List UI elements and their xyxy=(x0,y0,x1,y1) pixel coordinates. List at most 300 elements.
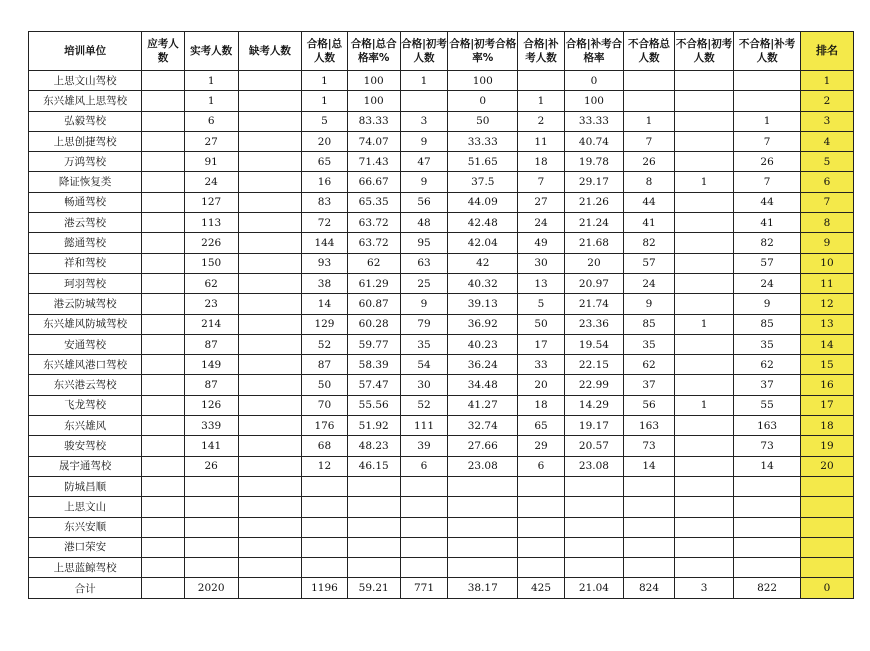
value-cell: 21.74 xyxy=(564,294,623,314)
value-cell xyxy=(734,537,801,557)
value-cell: 36.92 xyxy=(448,314,518,334)
value-cell xyxy=(674,111,733,131)
rank-cell: 6 xyxy=(800,172,853,192)
value-cell: 82 xyxy=(624,233,675,253)
value-cell: 6 xyxy=(400,456,448,476)
value-cell: 42 xyxy=(448,253,518,273)
value-cell: 7 xyxy=(624,131,675,151)
value-cell xyxy=(142,497,184,517)
value-cell: 66.67 xyxy=(347,172,400,192)
value-cell: 55 xyxy=(734,395,801,415)
value-cell xyxy=(674,152,733,172)
value-cell: 82 xyxy=(734,233,801,253)
value-cell: 41.27 xyxy=(448,395,518,415)
value-cell: 7 xyxy=(518,172,565,192)
school-name-cell: 东兴雄风港口驾校 xyxy=(29,355,142,375)
value-cell: 24 xyxy=(734,273,801,293)
table-row xyxy=(29,131,854,151)
value-cell: 26 xyxy=(624,152,675,172)
value-cell: 19.17 xyxy=(564,416,623,436)
value-cell: 21.68 xyxy=(564,233,623,253)
value-cell: 0 xyxy=(448,91,518,111)
value-cell xyxy=(238,476,302,496)
value-cell: 40.32 xyxy=(448,273,518,293)
table-row xyxy=(29,537,854,557)
value-cell xyxy=(238,355,302,375)
value-cell xyxy=(142,213,184,233)
exam-results-table xyxy=(28,31,854,599)
value-cell: 38 xyxy=(302,273,348,293)
value-cell: 12 xyxy=(302,456,348,476)
value-cell: 13 xyxy=(518,273,565,293)
total-value-cell: 59.21 xyxy=(347,578,400,599)
rank-cell: 3 xyxy=(800,111,853,131)
value-cell: 163 xyxy=(734,416,801,436)
value-cell: 339 xyxy=(184,416,238,436)
value-cell xyxy=(142,456,184,476)
value-cell xyxy=(184,476,238,496)
value-cell: 14.29 xyxy=(564,395,623,415)
value-cell: 141 xyxy=(184,436,238,456)
school-name-cell: 港云防城驾校 xyxy=(29,294,142,314)
value-cell xyxy=(142,253,184,273)
value-cell: 57 xyxy=(624,253,675,273)
value-cell: 63 xyxy=(400,253,448,273)
school-name-cell: 晟宇通驾校 xyxy=(29,456,142,476)
value-cell: 73 xyxy=(734,436,801,456)
table-row xyxy=(29,558,854,578)
value-cell: 3 xyxy=(400,111,448,131)
value-cell: 1 xyxy=(674,172,733,192)
table-row xyxy=(29,456,854,476)
school-name-cell: 弘毅驾校 xyxy=(29,111,142,131)
value-cell: 50 xyxy=(302,375,348,395)
column-header: 实考人数 xyxy=(184,32,238,71)
rank-cell: 18 xyxy=(800,416,853,436)
value-cell: 65 xyxy=(518,416,565,436)
value-cell: 29 xyxy=(518,436,565,456)
value-cell: 18 xyxy=(518,152,565,172)
rank-cell: 15 xyxy=(800,355,853,375)
value-cell xyxy=(142,111,184,131)
value-cell: 23 xyxy=(184,294,238,314)
value-cell: 25 xyxy=(400,273,448,293)
column-header: 不合格总人数 xyxy=(624,32,675,71)
value-cell: 49 xyxy=(518,233,565,253)
value-cell xyxy=(674,253,733,273)
rank-cell xyxy=(800,537,853,557)
value-cell: 20 xyxy=(564,253,623,273)
value-cell xyxy=(564,517,623,537)
value-cell xyxy=(238,456,302,476)
value-cell xyxy=(674,456,733,476)
value-cell: 22.15 xyxy=(564,355,623,375)
value-cell xyxy=(564,476,623,496)
school-name-cell: 降证恢复类 xyxy=(29,172,142,192)
value-cell xyxy=(674,436,733,456)
school-name-cell: 万鸿驾校 xyxy=(29,152,142,172)
value-cell: 176 xyxy=(302,416,348,436)
value-cell: 46.15 xyxy=(347,456,400,476)
school-name-cell: 防城昌顺 xyxy=(29,476,142,496)
value-cell xyxy=(238,558,302,578)
school-name-cell: 东兴雄风上思驾校 xyxy=(29,91,142,111)
value-cell: 63.72 xyxy=(347,233,400,253)
value-cell xyxy=(142,334,184,354)
rank-cell: 17 xyxy=(800,395,853,415)
table-row xyxy=(29,71,854,91)
value-cell xyxy=(238,213,302,233)
school-name-cell: 港云驾校 xyxy=(29,213,142,233)
value-cell: 20 xyxy=(518,375,565,395)
value-cell xyxy=(448,537,518,557)
value-cell: 41 xyxy=(734,213,801,233)
value-cell xyxy=(400,558,448,578)
value-cell: 18 xyxy=(518,395,565,415)
rank-cell xyxy=(800,497,853,517)
total-value-cell: 824 xyxy=(624,578,675,599)
value-cell: 87 xyxy=(184,375,238,395)
value-cell xyxy=(448,497,518,517)
value-cell xyxy=(238,416,302,436)
value-cell xyxy=(564,497,623,517)
value-cell xyxy=(518,497,565,517)
value-cell: 42.04 xyxy=(448,233,518,253)
school-name-cell: 飞龙驾校 xyxy=(29,395,142,415)
total-value-cell: 2020 xyxy=(184,578,238,599)
value-cell: 85 xyxy=(624,314,675,334)
value-cell: 85 xyxy=(734,314,801,334)
value-cell xyxy=(518,71,565,91)
value-cell xyxy=(302,517,348,537)
table-row xyxy=(29,416,854,436)
value-cell: 6 xyxy=(518,456,565,476)
value-cell: 87 xyxy=(302,355,348,375)
rank-cell: 4 xyxy=(800,131,853,151)
value-cell xyxy=(518,537,565,557)
value-cell: 65 xyxy=(302,152,348,172)
value-cell xyxy=(400,497,448,517)
value-cell xyxy=(184,558,238,578)
value-cell xyxy=(238,253,302,273)
total-value-cell: 38.17 xyxy=(448,578,518,599)
value-cell: 27 xyxy=(518,192,565,212)
column-header: 合格|总人数 xyxy=(302,32,348,71)
value-cell xyxy=(142,416,184,436)
value-cell xyxy=(674,334,733,354)
value-cell xyxy=(302,558,348,578)
value-cell: 57.47 xyxy=(347,375,400,395)
value-cell xyxy=(347,476,400,496)
value-cell xyxy=(624,71,675,91)
column-header: 缺考人数 xyxy=(238,32,302,71)
value-cell: 27.66 xyxy=(448,436,518,456)
value-cell xyxy=(400,476,448,496)
value-cell: 100 xyxy=(347,71,400,91)
value-cell: 71.43 xyxy=(347,152,400,172)
value-cell: 1 xyxy=(302,71,348,91)
value-cell: 44 xyxy=(624,192,675,212)
value-cell xyxy=(142,294,184,314)
column-header: 合格|补考人数 xyxy=(518,32,565,71)
rank-cell: 10 xyxy=(800,253,853,273)
table-row xyxy=(29,233,854,253)
table-row xyxy=(29,436,854,456)
total-value-cell: 822 xyxy=(734,578,801,599)
rank-cell: 16 xyxy=(800,375,853,395)
value-cell: 58.39 xyxy=(347,355,400,375)
value-cell: 24 xyxy=(624,273,675,293)
value-cell: 52 xyxy=(400,395,448,415)
value-cell xyxy=(142,71,184,91)
header-row xyxy=(29,32,854,71)
value-cell: 37.5 xyxy=(448,172,518,192)
value-cell xyxy=(734,497,801,517)
rank-cell: 9 xyxy=(800,233,853,253)
table-row xyxy=(29,273,854,293)
value-cell: 5 xyxy=(302,111,348,131)
value-cell: 54 xyxy=(400,355,448,375)
value-cell xyxy=(400,537,448,557)
table-row xyxy=(29,91,854,111)
value-cell: 74.07 xyxy=(347,131,400,151)
value-cell: 0 xyxy=(564,71,623,91)
value-cell: 37 xyxy=(624,375,675,395)
value-cell xyxy=(347,497,400,517)
value-cell: 1 xyxy=(184,91,238,111)
value-cell xyxy=(142,517,184,537)
value-cell xyxy=(238,497,302,517)
value-cell xyxy=(518,476,565,496)
value-cell: 226 xyxy=(184,233,238,253)
table-row xyxy=(29,152,854,172)
value-cell xyxy=(238,192,302,212)
value-cell: 24 xyxy=(518,213,565,233)
value-cell: 57 xyxy=(734,253,801,273)
value-cell xyxy=(674,517,733,537)
value-cell xyxy=(184,497,238,517)
value-cell: 9 xyxy=(400,172,448,192)
total-label-cell: 合计 xyxy=(29,578,142,599)
value-cell xyxy=(674,416,733,436)
value-cell: 59.77 xyxy=(347,334,400,354)
value-cell xyxy=(238,71,302,91)
table-row xyxy=(29,395,854,415)
school-name-cell: 安通驾校 xyxy=(29,334,142,354)
value-cell xyxy=(734,558,801,578)
rank-cell: 14 xyxy=(800,334,853,354)
value-cell: 23.08 xyxy=(448,456,518,476)
value-cell: 29.17 xyxy=(564,172,623,192)
value-cell xyxy=(142,172,184,192)
column-header: 合格|补考合格率 xyxy=(564,32,623,71)
value-cell xyxy=(347,517,400,537)
total-value-cell xyxy=(238,578,302,599)
value-cell xyxy=(184,537,238,557)
value-cell: 21.24 xyxy=(564,213,623,233)
value-cell: 44 xyxy=(734,192,801,212)
value-cell xyxy=(674,537,733,557)
table-row xyxy=(29,334,854,354)
value-cell xyxy=(347,537,400,557)
value-cell: 41 xyxy=(624,213,675,233)
value-cell: 1 xyxy=(400,71,448,91)
value-cell xyxy=(674,375,733,395)
column-header: 不合格|补考人数 xyxy=(734,32,801,71)
value-cell: 20 xyxy=(302,131,348,151)
rank-cell: 19 xyxy=(800,436,853,456)
value-cell: 22.99 xyxy=(564,375,623,395)
total-row xyxy=(29,578,854,599)
value-cell xyxy=(734,517,801,537)
value-cell xyxy=(238,294,302,314)
value-cell: 113 xyxy=(184,213,238,233)
value-cell: 127 xyxy=(184,192,238,212)
value-cell: 26 xyxy=(184,456,238,476)
total-value-cell: 771 xyxy=(400,578,448,599)
value-cell: 9 xyxy=(624,294,675,314)
school-name-cell: 东兴安顺 xyxy=(29,517,142,537)
value-cell: 60.28 xyxy=(347,314,400,334)
value-cell xyxy=(142,355,184,375)
school-name-cell: 上思文山 xyxy=(29,497,142,517)
rank-cell: 13 xyxy=(800,314,853,334)
school-name-cell: 东兴雄风 xyxy=(29,416,142,436)
value-cell: 62 xyxy=(347,253,400,273)
value-cell: 47 xyxy=(400,152,448,172)
value-cell: 20.57 xyxy=(564,436,623,456)
value-cell: 1 xyxy=(518,91,565,111)
value-cell: 50 xyxy=(518,314,565,334)
value-cell: 100 xyxy=(564,91,623,111)
value-cell xyxy=(142,314,184,334)
rank-cell xyxy=(800,558,853,578)
value-cell: 70 xyxy=(302,395,348,415)
table-row xyxy=(29,497,854,517)
value-cell xyxy=(624,476,675,496)
value-cell xyxy=(674,476,733,496)
value-cell xyxy=(238,111,302,131)
value-cell: 1 xyxy=(674,395,733,415)
value-cell: 5 xyxy=(518,294,565,314)
value-cell xyxy=(142,273,184,293)
value-cell xyxy=(238,273,302,293)
value-cell: 26 xyxy=(734,152,801,172)
school-name-cell: 上思文山驾校 xyxy=(29,71,142,91)
value-cell xyxy=(518,517,565,537)
value-cell xyxy=(142,436,184,456)
value-cell: 39.13 xyxy=(448,294,518,314)
school-name-cell: 东兴港云驾校 xyxy=(29,375,142,395)
value-cell xyxy=(624,91,675,111)
value-cell xyxy=(400,517,448,537)
value-cell xyxy=(238,395,302,415)
value-cell xyxy=(142,233,184,253)
value-cell: 55.56 xyxy=(347,395,400,415)
value-cell xyxy=(674,558,733,578)
value-cell: 1 xyxy=(624,111,675,131)
value-cell: 50 xyxy=(448,111,518,131)
column-header: 合格|总合格率% xyxy=(347,32,400,71)
value-cell: 91 xyxy=(184,152,238,172)
table-row xyxy=(29,517,854,537)
value-cell xyxy=(142,131,184,151)
value-cell xyxy=(142,375,184,395)
value-cell xyxy=(142,192,184,212)
value-cell xyxy=(564,537,623,557)
value-cell xyxy=(734,476,801,496)
value-cell xyxy=(302,537,348,557)
value-cell xyxy=(238,152,302,172)
value-cell: 37 xyxy=(734,375,801,395)
value-cell: 93 xyxy=(302,253,348,273)
value-cell xyxy=(624,517,675,537)
value-cell: 14 xyxy=(734,456,801,476)
value-cell xyxy=(142,537,184,557)
value-cell: 27 xyxy=(184,131,238,151)
value-cell: 2 xyxy=(518,111,565,131)
value-cell: 34.48 xyxy=(448,375,518,395)
value-cell: 1 xyxy=(302,91,348,111)
value-cell: 144 xyxy=(302,233,348,253)
table-row xyxy=(29,253,854,273)
value-cell: 129 xyxy=(302,314,348,334)
school-name-cell: 珂羽驾校 xyxy=(29,273,142,293)
value-cell xyxy=(624,558,675,578)
school-name-cell: 上思蓝鲸驾校 xyxy=(29,558,142,578)
value-cell xyxy=(238,334,302,354)
value-cell: 33.33 xyxy=(448,131,518,151)
value-cell: 63.72 xyxy=(347,213,400,233)
value-cell xyxy=(347,558,400,578)
table-row xyxy=(29,314,854,334)
value-cell xyxy=(518,558,565,578)
value-cell xyxy=(238,233,302,253)
value-cell xyxy=(448,517,518,537)
column-header: 应考人数 xyxy=(142,32,184,71)
value-cell: 100 xyxy=(448,71,518,91)
table-row xyxy=(29,375,854,395)
value-cell: 30 xyxy=(518,253,565,273)
value-cell: 33 xyxy=(518,355,565,375)
rank-cell: 2 xyxy=(800,91,853,111)
value-cell: 150 xyxy=(184,253,238,273)
value-cell xyxy=(238,131,302,151)
value-cell xyxy=(674,233,733,253)
value-cell: 214 xyxy=(184,314,238,334)
value-cell: 62 xyxy=(734,355,801,375)
value-cell xyxy=(674,273,733,293)
value-cell: 83.33 xyxy=(347,111,400,131)
total-value-cell: 21.04 xyxy=(564,578,623,599)
value-cell: 100 xyxy=(347,91,400,111)
value-cell xyxy=(674,71,733,91)
total-value-cell xyxy=(142,578,184,599)
value-cell: 40.74 xyxy=(564,131,623,151)
value-cell xyxy=(238,537,302,557)
rank-cell: 7 xyxy=(800,192,853,212)
value-cell: 16 xyxy=(302,172,348,192)
value-cell: 52 xyxy=(302,334,348,354)
value-cell: 42.48 xyxy=(448,213,518,233)
value-cell xyxy=(448,558,518,578)
rank-cell: 1 xyxy=(800,71,853,91)
rank-cell: 0 xyxy=(800,578,853,599)
value-cell xyxy=(238,517,302,537)
column-header: 培训单位 xyxy=(29,32,142,71)
value-cell: 35 xyxy=(734,334,801,354)
value-cell xyxy=(674,213,733,233)
